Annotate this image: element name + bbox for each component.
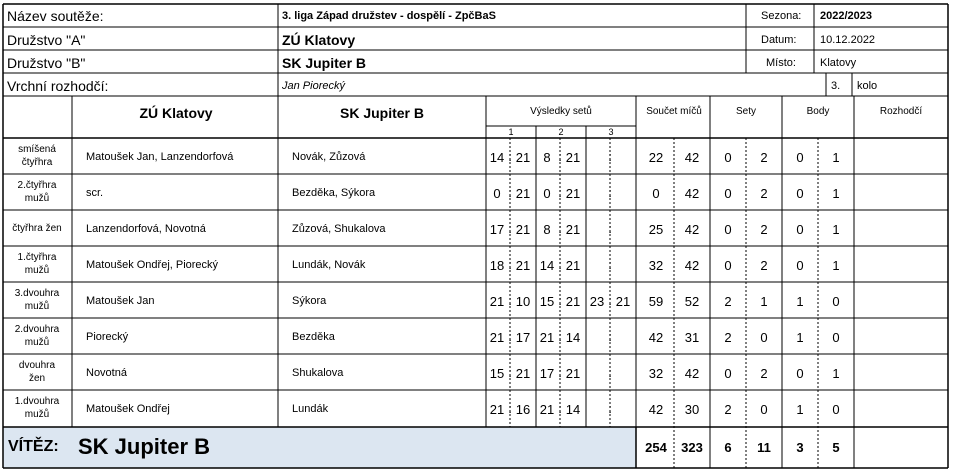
total-sumB: 52 [684,294,700,309]
team-b-label: Družstvo "B" [7,55,86,71]
total-bodyB: 0 [832,330,840,345]
column-points-sum: Součet míčů [646,106,702,117]
winner-label: VÍTĚZ: [8,438,59,455]
player-a: scr. [86,187,104,199]
set-score: 14 [489,150,505,165]
player-b: Novák, Zůzová [292,151,366,163]
score-separator: : [558,329,562,344]
total-bodyA: 0 [796,258,804,273]
set-score: 0 [493,186,501,201]
score-separator: : [558,257,562,272]
total-setsB: 1 [760,294,768,309]
total-setsA: 0 [724,150,732,165]
match-type-line1: 1.čtyřhra [17,252,57,263]
total-bodyA: 0 [796,366,804,381]
total-sumA: 59 [648,294,664,309]
winner-value: SK Jupiter B [78,434,211,459]
match-type-line1: 2.čtyřhra [17,180,57,191]
total-setsA: 0 [724,366,732,381]
total-bodyA: 0 [796,222,804,237]
match-type-line2: mužů [24,193,50,204]
set-score: 23 [589,294,605,309]
total-sets-b: 11 [757,440,771,455]
player-b: Sýkora [292,295,327,307]
match-type-line2: mužů [24,301,50,312]
score-separator: : [608,185,612,200]
round-number: 3. [831,80,841,92]
total-sumB: 42 [684,366,700,381]
referee-value: Jan Piorecký [282,80,345,92]
column-sets: Sety [735,106,756,117]
total-setsB: 2 [760,222,768,237]
match-type-line2: mužů [24,409,50,420]
column-body: Body [806,106,830,117]
set-score: 8 [543,222,551,237]
set-score: 17 [489,222,505,237]
total-setsA: 0 [724,186,732,201]
total-setsA: 0 [724,222,732,237]
set-score: 21 [515,150,531,165]
set-score: 21 [515,222,531,237]
total-sum-b: 323 [681,440,703,455]
total-setsB: 2 [760,186,768,201]
set-score: 17 [539,366,555,381]
total-bodyA: 0 [796,186,804,201]
set-score: 15 [539,294,555,309]
match-type-line1: 3.dvouhra [14,288,60,299]
score-separator: : [508,293,512,308]
match-type-line2: čtyřhra [21,157,53,168]
score-separator: : [608,257,612,272]
total-body-b: 5 [832,440,840,455]
set-score: 21 [515,258,531,273]
total-sumB: 31 [684,330,700,345]
total-body-a: 3 [796,440,804,455]
total-sumA: 42 [648,402,664,417]
column-team-a: ZÚ Klatovy [139,105,213,121]
total-bodyB: 1 [832,366,840,381]
set-score: 21 [565,258,581,273]
match-type-line2: mužů [24,337,50,348]
set-score: 16 [515,402,531,417]
total-sum-a: 254 [645,440,667,455]
season-value: 2022/2023 [820,10,872,22]
score-separator: : [608,401,612,416]
set-score: 21 [565,150,581,165]
total-bodyB: 1 [832,186,840,201]
score-separator: : [558,401,562,416]
score-separator: : [558,149,562,164]
set-score: 0 [543,186,551,201]
set-score: 21 [565,294,581,309]
set-score: 21 [489,294,505,309]
player-a: Piorecký [86,331,129,343]
set-score: 18 [489,258,505,273]
match-type-line2: žen [28,373,46,384]
set-score: 15 [489,366,505,381]
player-a: Lanzendorfová, Novotná [86,223,206,235]
column-team-b: SK Jupiter B [339,105,424,121]
set-score: 21 [565,186,581,201]
score-separator: : [608,365,612,380]
set-score: 21 [615,294,631,309]
total-sumB: 42 [684,258,700,273]
total-sumA: 32 [648,258,664,273]
player-b: Bezděka [292,331,335,343]
set-score: 21 [565,222,581,237]
total-sumA: 22 [648,150,664,165]
total-setsA: 2 [724,330,732,345]
round-label: kolo [857,80,878,92]
score-separator: : [608,221,612,236]
column-set-results: Výsledky setů [530,106,592,117]
set-score: 17 [515,330,531,345]
total-bodyA: 1 [796,330,804,345]
player-b: Zůzová, Shukalova [292,223,386,235]
set-score: 21 [539,402,555,417]
total-sumA: 25 [648,222,664,237]
total-setsB: 2 [760,150,768,165]
set-score: 21 [515,186,531,201]
score-separator: : [508,257,512,272]
score-separator: : [608,329,612,344]
team-a-label: Družstvo "A" [7,32,86,48]
total-bodyB: 0 [832,402,840,417]
set-number-3: 3 [608,127,614,137]
set-score: 21 [565,366,581,381]
player-b: Shukalova [292,367,344,379]
date-value: 10.12.2022 [820,34,876,46]
set-score: 21 [489,330,505,345]
referee-label: Vrchní rozhodčí: [7,78,109,94]
score-separator: : [558,365,562,380]
total-setsB: 0 [760,330,768,345]
match-type-line1: čtyřhra žen [12,223,62,234]
total-bodyB: 0 [832,294,840,309]
set-score: 8 [543,150,551,165]
total-setsA: 2 [724,294,732,309]
total-setsA: 0 [724,258,732,273]
total-sumA: 42 [648,330,664,345]
set-score: 14 [565,402,581,417]
score-separator: : [558,221,562,236]
total-bodyA: 0 [796,150,804,165]
total-sumB: 42 [684,150,700,165]
player-a: Novotná [86,367,127,379]
score-separator: : [508,329,512,344]
total-sumA: 32 [648,366,664,381]
player-b: Lundák, Novák [292,259,366,271]
total-bodyA: 1 [796,294,804,309]
total-bodyB: 1 [832,150,840,165]
set-score: 14 [539,258,555,273]
total-setsA: 2 [724,402,732,417]
score-separator: : [508,221,512,236]
score-separator: : [558,293,562,308]
total-sets-a: 6 [724,440,732,455]
score-separator: : [508,401,512,416]
date-label: Datum: [761,34,797,46]
score-separator: : [608,293,612,308]
score-separator: : [558,185,562,200]
score-separator: : [608,149,612,164]
total-bodyA: 1 [796,402,804,417]
player-b: Bezděka, Sýkora [292,187,376,199]
player-b: Lundák [292,403,329,415]
team-b-value: SK Jupiter B [282,55,367,71]
competition-value: 3. liga Západ družstev - dospělí - ZpčBaS [282,10,496,22]
set-number-1: 1 [508,127,514,137]
total-sumB: 42 [684,222,700,237]
total-sumA: 0 [652,186,660,201]
total-bodyB: 1 [832,222,840,237]
player-a: Matoušek Jan, Lanzendorfová [86,151,234,163]
set-number-2: 2 [558,127,564,137]
total-bodyB: 1 [832,258,840,273]
total-setsB: 2 [760,366,768,381]
match-type-line1: dvouhra [18,360,56,371]
match-type-line1: 2.dvouhra [14,324,60,335]
player-a: Matoušek Jan [86,295,155,307]
set-score: 10 [515,294,531,309]
place-label: Místo: [766,57,796,69]
total-setsB: 2 [760,258,768,273]
score-separator: : [508,185,512,200]
total-sumB: 30 [684,402,700,417]
total-sumB: 42 [684,186,700,201]
player-a: Matoušek Ondřej, Piorecký [86,259,219,271]
score-separator: : [508,365,512,380]
season-label: Sezona: [761,10,802,22]
set-score: 21 [539,330,555,345]
team-a-value: ZÚ Klatovy [282,32,356,48]
set-score: 21 [515,366,531,381]
player-a: Matoušek Ondřej [86,403,170,415]
place-value: Klatovy [820,57,857,69]
match-type-line1: 1.dvouhra [14,396,60,407]
score-separator: : [508,149,512,164]
match-type-line2: mužů [24,265,50,276]
set-score: 21 [489,402,505,417]
total-setsB: 0 [760,402,768,417]
match-type-line1: smíšená [18,144,56,155]
column-umpire: Rozhodčí [879,106,923,117]
set-score: 14 [565,330,581,345]
competition-label: Název soutěže: [7,8,104,24]
